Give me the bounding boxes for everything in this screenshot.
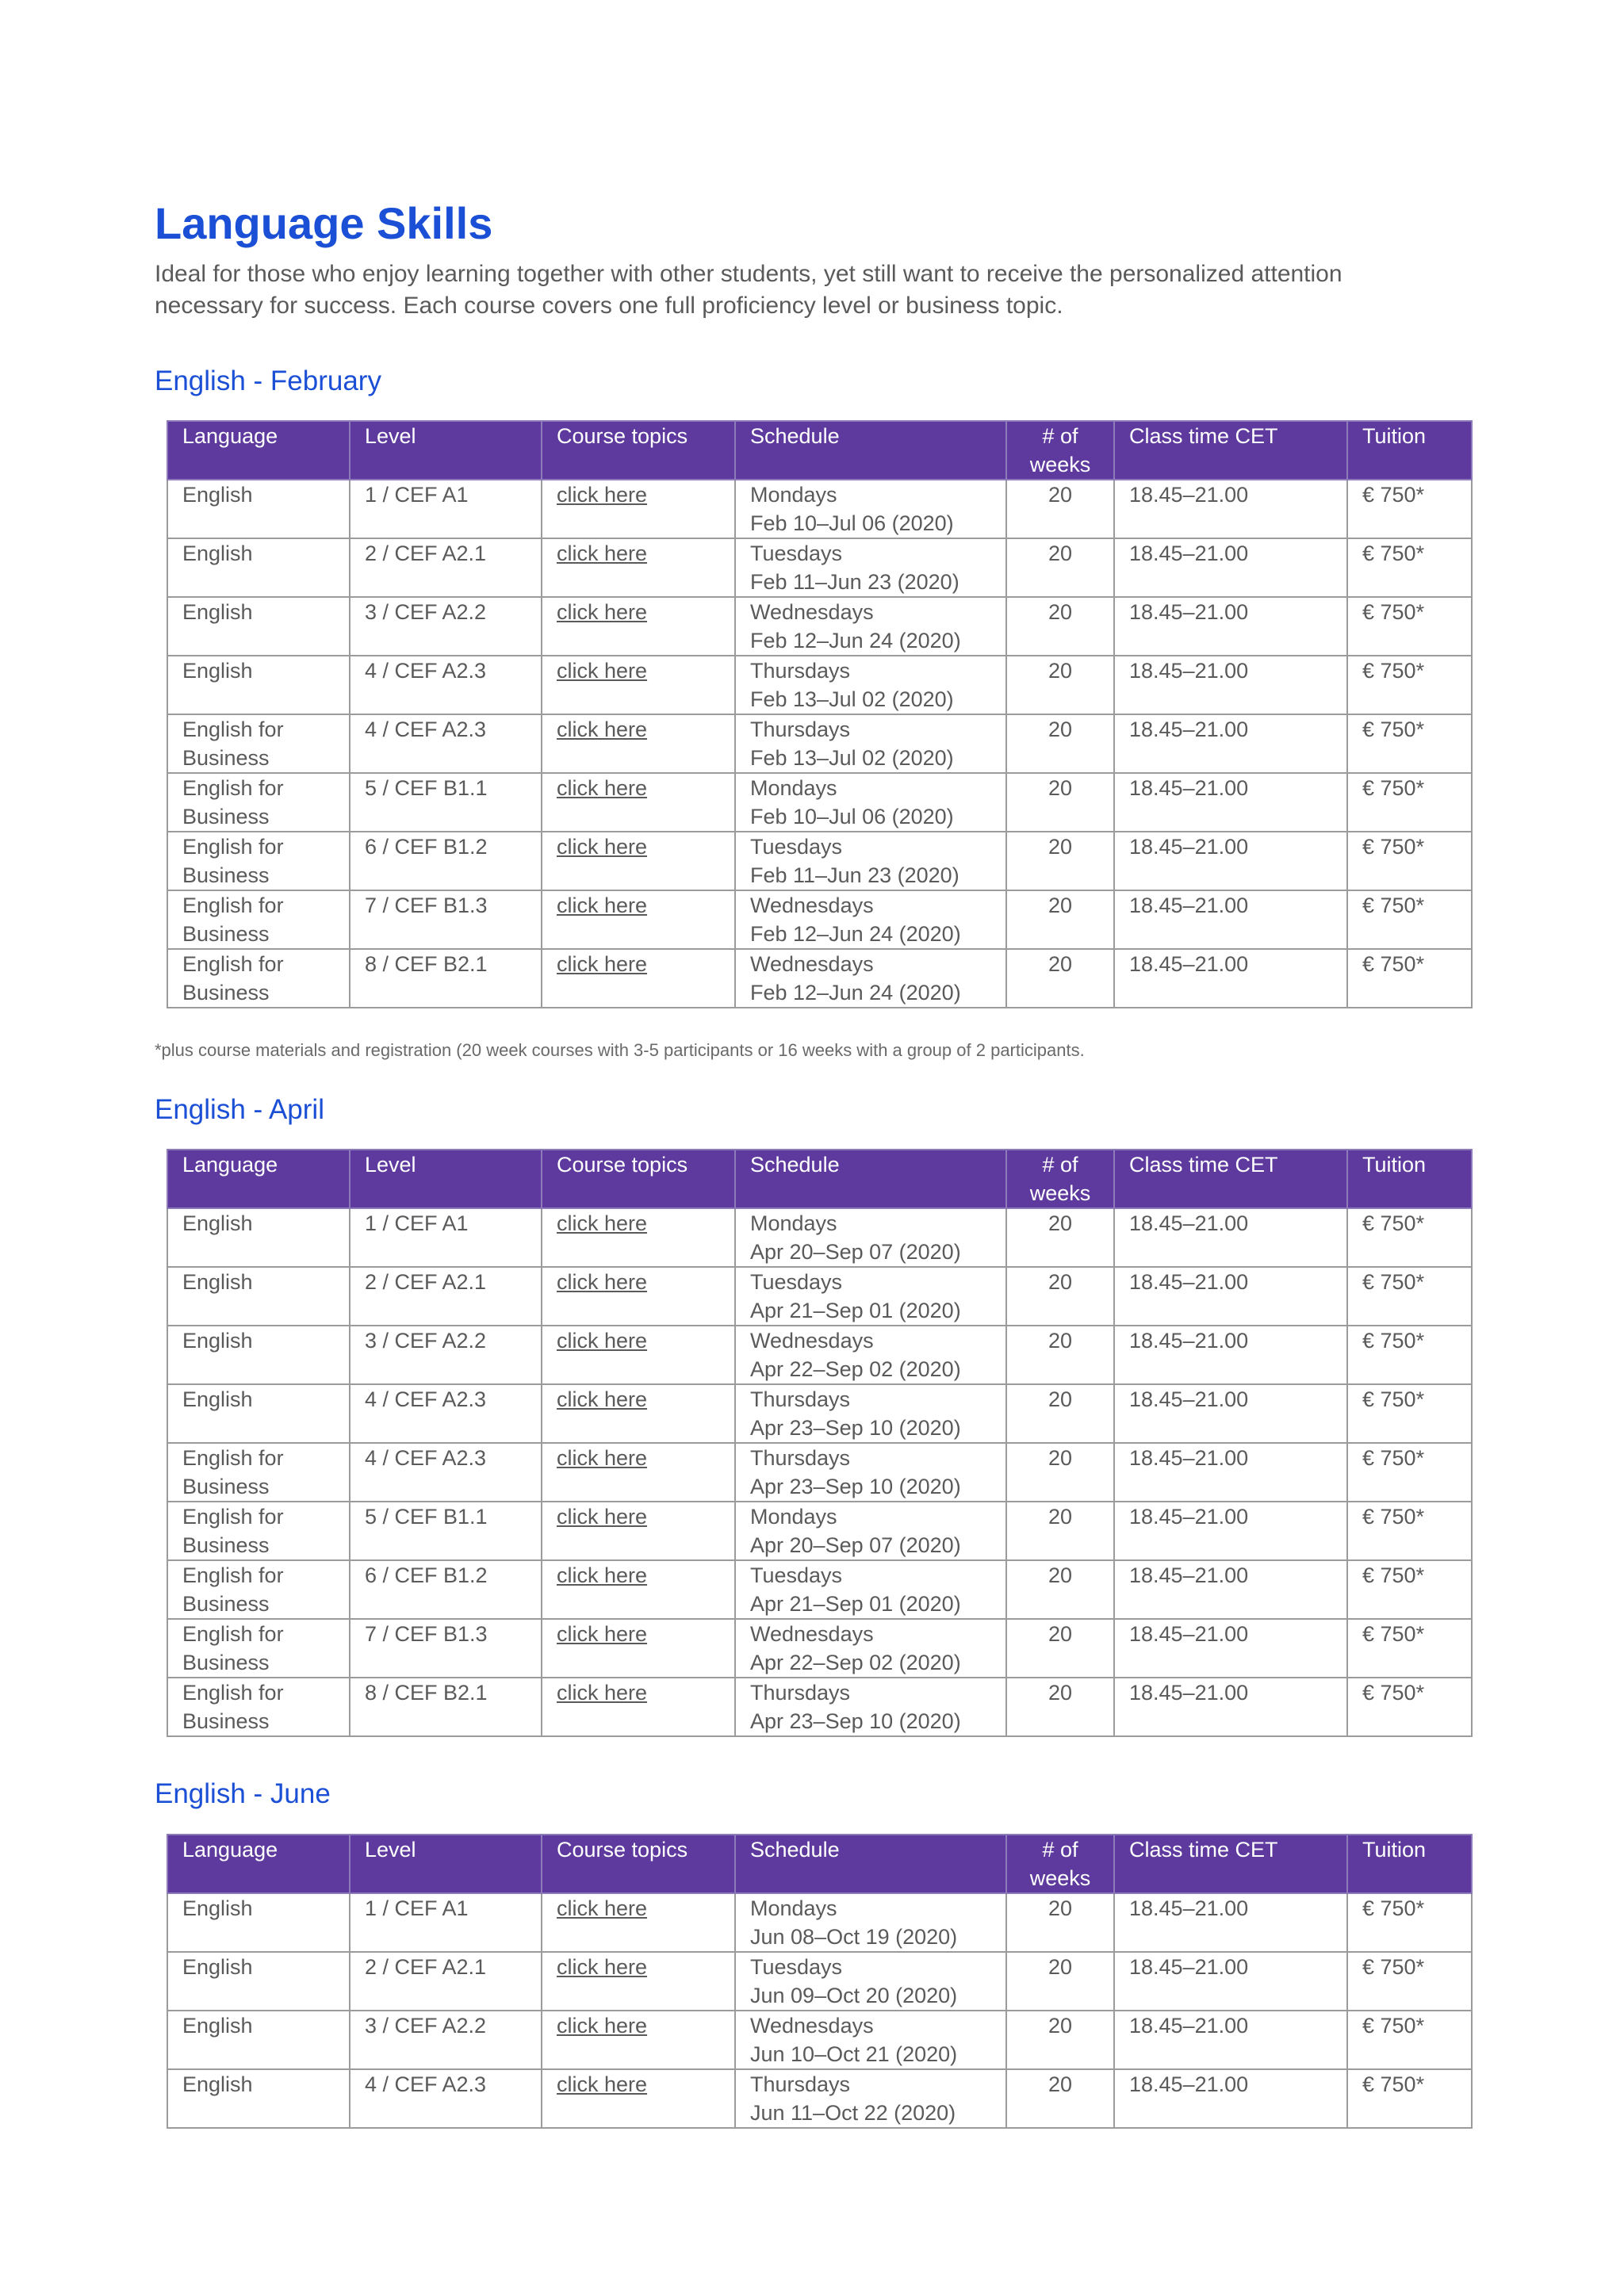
tuition-cell: € 750* (1347, 1208, 1472, 1267)
class-time-cell: 18.45–21.00 (1114, 1443, 1347, 1502)
language-cell: English for Business (167, 890, 350, 949)
course-topics-cell (542, 832, 735, 890)
course-topics-link[interactable]: click here (557, 1211, 648, 1235)
course-topics-link[interactable]: click here (557, 1387, 648, 1411)
table-row (167, 890, 1472, 949)
schedule-dates: Feb 13–Jul 02 (2020) (750, 687, 954, 711)
level-cell: 1 / CEF A1 (350, 480, 542, 538)
class-time-cell: 18.45–21.00 (1114, 1326, 1347, 1384)
table-row (167, 597, 1472, 656)
course-topics-cell (542, 538, 735, 597)
weeks-cell: 20 (1006, 714, 1114, 773)
level-cell: 8 / CEF B2.1 (350, 1678, 542, 1736)
tuition-cell: € 750* (1347, 480, 1472, 538)
language-cell: English (167, 1952, 350, 2011)
schedule-dates: Feb 11–Jun 23 (2020) (750, 570, 959, 594)
schedule-cell (735, 1560, 1006, 1619)
tuition-cell: € 750* (1347, 1893, 1472, 1952)
schedule-dates: Feb 10–Jul 06 (2020) (750, 805, 954, 828)
table-row (167, 1326, 1472, 1384)
schedule-day: Mondays (750, 776, 837, 800)
column-header: Language (167, 1150, 350, 1208)
schedule-cell (735, 1893, 1006, 1952)
schedule-dates: Feb 12–Jun 24 (2020) (750, 981, 961, 1004)
course-topics-link[interactable]: click here (557, 835, 648, 859)
class-time-cell: 18.45–21.00 (1114, 1619, 1347, 1678)
weeks-cell: 20 (1006, 1678, 1114, 1736)
tuition-cell: € 750* (1347, 1619, 1472, 1678)
section-heading-june: English - June (155, 1778, 331, 1809)
weeks-cell: 20 (1006, 1443, 1114, 1502)
tuition-footnote: *plus course materials and registration (20 week courses with 3-5 participants or 16 weeks with a group of 2 participants. (155, 1040, 1085, 1060)
schedule-day: Tuesdays (750, 1955, 843, 1979)
weeks-cell: 20 (1006, 1267, 1114, 1326)
schedule-cell (735, 480, 1006, 538)
level-cell: 1 / CEF A1 (350, 1208, 542, 1267)
level-cell: 6 / CEF B1.2 (350, 1560, 542, 1619)
class-time-cell: 18.45–21.00 (1114, 949, 1347, 1008)
class-time-cell: 18.45–21.00 (1114, 2069, 1347, 2128)
table-row (167, 832, 1472, 890)
course-topics-link[interactable]: click here (557, 1681, 648, 1705)
course-topics-link[interactable]: click here (557, 1329, 648, 1353)
tuition-cell: € 750* (1347, 1326, 1472, 1384)
language-cell: English for Business (167, 832, 350, 890)
schedule-cell (735, 538, 1006, 597)
tuition-cell: € 750* (1347, 1502, 1472, 1560)
course-topics-cell (542, 1208, 735, 1267)
table-row (167, 1502, 1472, 1560)
table-row (167, 1619, 1472, 1678)
schedule-dates: Apr 22–Sep 02 (2020) (750, 1651, 961, 1674)
schedule-day: Wednesdays (750, 952, 874, 976)
schedule-cell (735, 890, 1006, 949)
course-topics-link[interactable]: click here (557, 1563, 648, 1587)
language-cell: English for Business (167, 714, 350, 773)
schedule-dates: Jun 08–Oct 19 (2020) (750, 1925, 958, 1949)
language-cell: English (167, 1267, 350, 1326)
class-time-cell: 18.45–21.00 (1114, 1502, 1347, 1560)
course-topics-link[interactable]: click here (557, 2072, 648, 2096)
schedule-day: Tuesdays (750, 541, 843, 565)
weeks-cell: 20 (1006, 480, 1114, 538)
weeks-cell: 20 (1006, 597, 1114, 656)
course-topics-cell (542, 1619, 735, 1678)
schedule-cell (735, 597, 1006, 656)
level-cell: 8 / CEF B2.1 (350, 949, 542, 1008)
page-title: Language Skills (155, 198, 493, 248)
level-cell: 3 / CEF A2.2 (350, 2011, 542, 2069)
course-topics-link[interactable]: click here (557, 483, 648, 507)
level-cell: 7 / CEF B1.3 (350, 890, 542, 949)
class-time-cell: 18.45–21.00 (1114, 1678, 1347, 1736)
schedule-day: Thursdays (750, 1681, 851, 1705)
course-topics-cell (542, 714, 735, 773)
schedule-dates: Jun 09–Oct 20 (2020) (750, 1984, 958, 2007)
class-time-cell: 18.45–21.00 (1114, 1952, 1347, 2011)
schedule-cell (735, 656, 1006, 714)
language-cell: English for Business (167, 773, 350, 832)
course-topics-link[interactable]: click here (557, 1505, 648, 1529)
schedule-cell (735, 1678, 1006, 1736)
weeks-cell: 20 (1006, 1384, 1114, 1443)
level-cell: 6 / CEF B1.2 (350, 832, 542, 890)
class-time-cell: 18.45–21.00 (1114, 1384, 1347, 1443)
course-topics-cell (542, 1952, 735, 2011)
column-header: Language (167, 421, 350, 480)
schedule-cell (735, 1267, 1006, 1326)
column-header: Schedule (735, 421, 1006, 480)
schedule-dates: Feb 12–Jun 24 (2020) (750, 922, 961, 946)
course-topics-link[interactable]: click here (557, 600, 648, 624)
language-cell: English for Business (167, 1560, 350, 1619)
course-topics-cell (542, 773, 735, 832)
table-header-row (167, 421, 1472, 480)
course-topics-link[interactable]: click here (557, 1955, 648, 1979)
level-cell: 4 / CEF A2.3 (350, 656, 542, 714)
course-topics-cell (542, 2069, 735, 2128)
table-row (167, 1678, 1472, 1736)
language-cell: English (167, 1326, 350, 1384)
table-row (167, 1208, 1472, 1267)
tuition-cell: € 750* (1347, 656, 1472, 714)
course-table-april (167, 1149, 1473, 1737)
class-time-cell: 18.45–21.00 (1114, 2011, 1347, 2069)
language-cell: English for Business (167, 1443, 350, 1502)
course-topics-link[interactable]: click here (557, 541, 648, 565)
schedule-day: Mondays (750, 483, 837, 507)
table-row (167, 1384, 1472, 1443)
course-topics-cell (542, 890, 735, 949)
tuition-cell: € 750* (1347, 2069, 1472, 2128)
column-header: Course topics (542, 1150, 735, 1208)
language-cell: English (167, 1208, 350, 1267)
schedule-dates: Apr 23–Sep 10 (2020) (750, 1709, 961, 1733)
course-topics-link[interactable]: click here (557, 718, 648, 741)
tuition-cell: € 750* (1347, 538, 1472, 597)
tuition-cell: € 750* (1347, 597, 1472, 656)
class-time-cell: 18.45–21.00 (1114, 773, 1347, 832)
weeks-cell: 20 (1006, 2011, 1114, 2069)
column-header: # of weeks (1006, 1150, 1114, 1208)
course-topics-cell (542, 1443, 735, 1502)
schedule-cell (735, 1952, 1006, 2011)
column-header: Schedule (735, 1150, 1006, 1208)
course-table-february (167, 420, 1473, 1008)
schedule-cell (735, 1443, 1006, 1502)
course-topics-link[interactable]: click here (557, 952, 648, 976)
column-header: Level (350, 421, 542, 480)
schedule-day: Mondays (750, 1505, 837, 1529)
table-header-row (167, 1835, 1472, 1893)
tuition-cell: € 750* (1347, 832, 1472, 890)
column-header: Level (350, 1150, 542, 1208)
level-cell: 5 / CEF B1.1 (350, 773, 542, 832)
tuition-cell: € 750* (1347, 1384, 1472, 1443)
course-topics-link[interactable]: click here (557, 776, 648, 800)
course-topics-link[interactable]: click here (557, 1446, 648, 1470)
level-cell: 4 / CEF A2.3 (350, 714, 542, 773)
language-cell: English for Business (167, 949, 350, 1008)
class-time-cell: 18.45–21.00 (1114, 538, 1347, 597)
table-row (167, 2069, 1472, 2128)
class-time-cell: 18.45–21.00 (1114, 1560, 1347, 1619)
language-cell: English (167, 1384, 350, 1443)
class-time-cell: 18.45–21.00 (1114, 1893, 1347, 1952)
course-topics-link[interactable]: click here (557, 2014, 648, 2038)
table-row (167, 773, 1472, 832)
schedule-dates: Apr 21–Sep 01 (2020) (750, 1299, 961, 1322)
schedule-cell (735, 773, 1006, 832)
table-row (167, 538, 1472, 597)
course-topics-link[interactable]: click here (557, 1622, 648, 1646)
column-header: # of weeks (1006, 421, 1114, 480)
table-row (167, 2011, 1472, 2069)
schedule-cell (735, 714, 1006, 773)
course-topics-cell (542, 480, 735, 538)
schedule-dates: Feb 11–Jun 23 (2020) (750, 863, 959, 887)
schedule-day: Wednesdays (750, 600, 874, 624)
class-time-cell: 18.45–21.00 (1114, 832, 1347, 890)
language-cell: English (167, 2069, 350, 2128)
schedule-day: Thursdays (750, 659, 851, 683)
schedule-day: Mondays (750, 1211, 837, 1235)
course-topics-cell (542, 1893, 735, 1952)
column-header: Language (167, 1835, 350, 1893)
table-row (167, 656, 1472, 714)
table-row (167, 1893, 1472, 1952)
class-time-cell: 18.45–21.00 (1114, 656, 1347, 714)
schedule-day: Thursdays (750, 718, 851, 741)
schedule-day: Mondays (750, 1896, 837, 1920)
schedule-day: Tuesdays (750, 1563, 843, 1587)
class-time-cell: 18.45–21.00 (1114, 1208, 1347, 1267)
language-cell: English (167, 597, 350, 656)
schedule-dates: Feb 12–Jun 24 (2020) (750, 629, 961, 652)
table-row (167, 1443, 1472, 1502)
schedule-dates: Feb 10–Jul 06 (2020) (750, 511, 954, 535)
tuition-cell: € 750* (1347, 1443, 1472, 1502)
table-header-row (167, 1150, 1472, 1208)
tuition-cell: € 750* (1347, 2011, 1472, 2069)
table-row (167, 949, 1472, 1008)
tuition-cell: € 750* (1347, 949, 1472, 1008)
tuition-cell: € 750* (1347, 773, 1472, 832)
column-header: Class time CET (1114, 1150, 1347, 1208)
language-cell: English (167, 1893, 350, 1952)
weeks-cell: 20 (1006, 1560, 1114, 1619)
course-topics-cell (542, 1678, 735, 1736)
schedule-day: Wednesdays (750, 1329, 874, 1353)
schedule-cell (735, 832, 1006, 890)
class-time-cell: 18.45–21.00 (1114, 480, 1347, 538)
schedule-day: Tuesdays (750, 835, 843, 859)
column-header: Schedule (735, 1835, 1006, 1893)
weeks-cell: 20 (1006, 949, 1114, 1008)
schedule-cell (735, 1502, 1006, 1560)
intro-paragraph: Ideal for those who enjoy learning together with other students, yet still want to receive the personalized attention necessary for success. Each course covers one full proficiency level or business topic. (155, 261, 1342, 319)
table-row (167, 1952, 1472, 2011)
weeks-cell: 20 (1006, 773, 1114, 832)
level-cell: 4 / CEF A2.3 (350, 1443, 542, 1502)
language-cell: English for Business (167, 1678, 350, 1736)
course-topics-cell (542, 597, 735, 656)
column-header: Class time CET (1114, 421, 1347, 480)
course-topics-cell (542, 1384, 735, 1443)
schedule-day: Wednesdays (750, 894, 874, 917)
weeks-cell: 20 (1006, 538, 1114, 597)
course-topics-link[interactable]: click here (557, 659, 648, 683)
level-cell: 4 / CEF A2.3 (350, 2069, 542, 2128)
weeks-cell: 20 (1006, 1208, 1114, 1267)
level-cell: 2 / CEF A2.1 (350, 1267, 542, 1326)
schedule-day: Thursdays (750, 2072, 851, 2096)
weeks-cell: 20 (1006, 890, 1114, 949)
language-cell: English (167, 2011, 350, 2069)
column-header: Tuition (1347, 1835, 1472, 1893)
tuition-cell: € 750* (1347, 890, 1472, 949)
class-time-cell: 18.45–21.00 (1114, 890, 1347, 949)
schedule-cell (735, 949, 1006, 1008)
tuition-cell: € 750* (1347, 1952, 1472, 2011)
level-cell: 4 / CEF A2.3 (350, 1384, 542, 1443)
course-table-june (167, 1834, 1473, 2129)
weeks-cell: 20 (1006, 1326, 1114, 1384)
schedule-dates: Apr 23–Sep 10 (2020) (750, 1475, 961, 1498)
weeks-cell: 20 (1006, 656, 1114, 714)
course-topics-cell (542, 656, 735, 714)
table-row (167, 1267, 1472, 1326)
level-cell: 1 / CEF A1 (350, 1893, 542, 1952)
language-cell: English (167, 480, 350, 538)
tuition-cell: € 750* (1347, 1560, 1472, 1619)
schedule-cell (735, 2069, 1006, 2128)
table-row (167, 1560, 1472, 1619)
column-header: Tuition (1347, 421, 1472, 480)
schedule-day: Thursdays (750, 1387, 851, 1411)
weeks-cell: 20 (1006, 1619, 1114, 1678)
schedule-dates: Feb 13–Jul 02 (2020) (750, 746, 954, 770)
column-header: Class time CET (1114, 1835, 1347, 1893)
tuition-cell: € 750* (1347, 1267, 1472, 1326)
tuition-cell: € 750* (1347, 1678, 1472, 1736)
schedule-cell (735, 1619, 1006, 1678)
schedule-day: Wednesdays (750, 1622, 874, 1646)
level-cell: 3 / CEF A2.2 (350, 1326, 542, 1384)
schedule-dates: Apr 21–Sep 01 (2020) (750, 1592, 961, 1616)
schedule-dates: Apr 20–Sep 07 (2020) (750, 1533, 961, 1557)
column-header: Tuition (1347, 1150, 1472, 1208)
language-cell: English for Business (167, 1502, 350, 1560)
weeks-cell: 20 (1006, 1893, 1114, 1952)
column-header: # of weeks (1006, 1835, 1114, 1893)
tuition-cell: € 750* (1347, 714, 1472, 773)
column-header: Course topics (542, 1835, 735, 1893)
schedule-cell (735, 2011, 1006, 2069)
schedule-dates: Jun 10–Oct 21 (2020) (750, 2042, 958, 2066)
weeks-cell: 20 (1006, 1952, 1114, 2011)
section-heading-april: English - April (155, 1094, 324, 1125)
course-topics-cell (542, 1326, 735, 1384)
level-cell: 3 / CEF A2.2 (350, 597, 542, 656)
column-header: Course topics (542, 421, 735, 480)
weeks-cell: 20 (1006, 2069, 1114, 2128)
course-topics-link[interactable]: click here (557, 894, 648, 917)
course-topics-cell (542, 2011, 735, 2069)
level-cell: 2 / CEF A2.1 (350, 1952, 542, 2011)
table-row (167, 714, 1472, 773)
schedule-dates: Apr 20–Sep 07 (2020) (750, 1240, 961, 1264)
class-time-cell: 18.45–21.00 (1114, 1267, 1347, 1326)
column-header: Level (350, 1835, 542, 1893)
schedule-day: Thursdays (750, 1446, 851, 1470)
course-topics-cell (542, 1267, 735, 1326)
class-time-cell: 18.45–21.00 (1114, 597, 1347, 656)
course-topics-cell (542, 1502, 735, 1560)
language-cell: English for Business (167, 1619, 350, 1678)
level-cell: 7 / CEF B1.3 (350, 1619, 542, 1678)
course-topics-link[interactable]: click here (557, 1270, 648, 1294)
table-row (167, 480, 1472, 538)
weeks-cell: 20 (1006, 832, 1114, 890)
schedule-cell (735, 1208, 1006, 1267)
schedule-dates: Apr 23–Sep 10 (2020) (750, 1416, 961, 1440)
schedule-cell (735, 1326, 1006, 1384)
course-topics-link[interactable]: click here (557, 1896, 648, 1920)
schedule-dates: Apr 22–Sep 02 (2020) (750, 1357, 961, 1381)
weeks-cell: 20 (1006, 1502, 1114, 1560)
level-cell: 2 / CEF A2.1 (350, 538, 542, 597)
schedule-dates: Jun 11–Oct 22 (2020) (750, 2101, 956, 2125)
schedule-day: Wednesdays (750, 2014, 874, 2038)
schedule-day: Tuesdays (750, 1270, 843, 1294)
level-cell: 5 / CEF B1.1 (350, 1502, 542, 1560)
language-cell: English (167, 656, 350, 714)
schedule-cell (735, 1384, 1006, 1443)
course-topics-cell (542, 949, 735, 1008)
course-topics-cell (542, 1560, 735, 1619)
section-heading-february: English - February (155, 365, 381, 396)
class-time-cell: 18.45–21.00 (1114, 714, 1347, 773)
language-cell: English (167, 538, 350, 597)
